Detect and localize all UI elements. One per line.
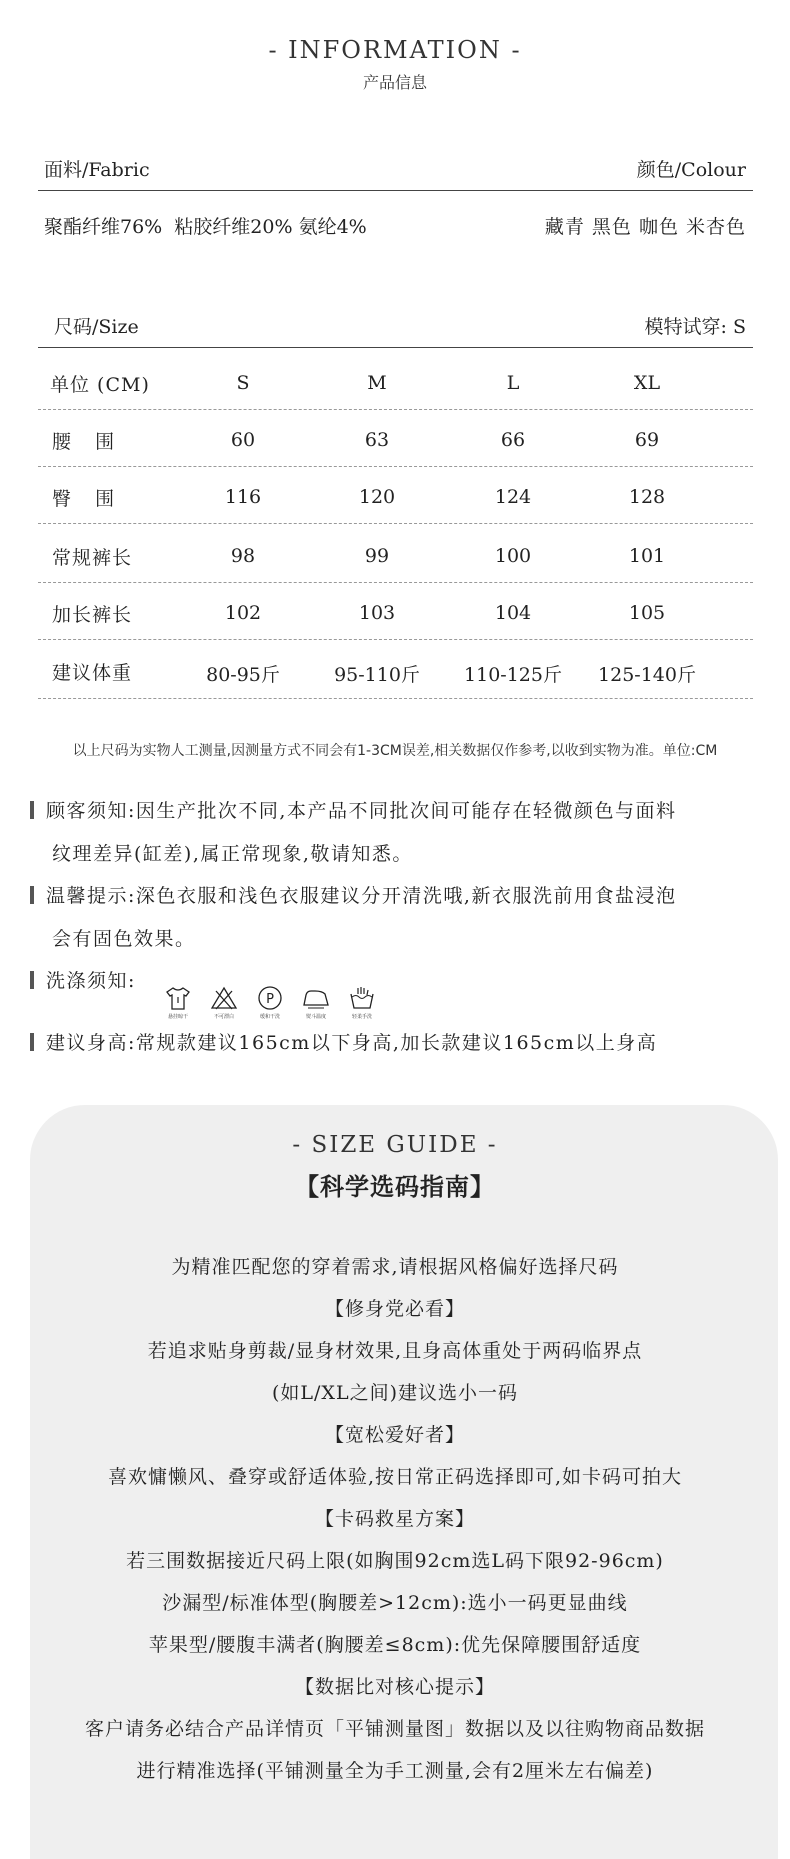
- table-cell: 103: [358, 602, 396, 624]
- customer-notice-line2: 纹理差异(缸差),属正常现象,敬请知悉。: [52, 843, 413, 865]
- wash-icons: [162, 985, 378, 1020]
- wash-caption: 缓和干洗: [259, 1014, 280, 1020]
- no-bleach-icon: [208, 985, 240, 1020]
- table-cell: 125-140斤: [598, 664, 696, 686]
- table-cell: 80-95斤: [206, 664, 280, 686]
- hand-wash-icon: [346, 985, 378, 1020]
- guide-line: 若追求贴身剪裁/显身材效果,且身高体重处于两码临界点: [147, 1340, 643, 1362]
- wash-caption: 不可漂白: [213, 1014, 234, 1020]
- size-guide-title: - SIZE GUIDE -: [292, 1132, 498, 1158]
- model-fit: 模特试穿: S: [644, 316, 746, 338]
- table-cell: 124: [494, 486, 532, 508]
- measurement-note: 以上尺码为实物人工测量,因测量方式不同会有1-3CM误差,相关数据仅作参考,以收到实物为准。单位:CM: [72, 743, 718, 759]
- customer-notice: [30, 790, 780, 876]
- table-header-l: L: [506, 372, 520, 394]
- height-notice-text: 建议身高:常规款建议165cm以下身高,加长款建议165cm以上身高: [46, 1032, 658, 1054]
- row-label-weight: 建议体重: [52, 662, 133, 684]
- table-cell: 66: [500, 429, 526, 451]
- row-label-hip: 臀 围: [52, 488, 119, 510]
- guide-subheading: 【宽松爱好者】: [324, 1424, 465, 1446]
- table-divider: [38, 409, 753, 410]
- table-header-xl: XL: [633, 372, 661, 394]
- table-cell: 98: [230, 545, 256, 567]
- table-cell: 100: [494, 545, 532, 567]
- wash-caption: 熨斗温度: [305, 1014, 326, 1020]
- table-divider: [38, 523, 753, 524]
- table-header-m: M: [367, 372, 387, 394]
- customer-notice-line1: 顾客须知:因生产批次不同,本产品不同批次间可能存在轻微颜色与面料: [46, 800, 677, 822]
- table-cell: 60: [230, 429, 256, 451]
- wash-notice: [30, 960, 780, 1003]
- size-label: 尺码/Size: [54, 316, 139, 338]
- low-iron-icon: [300, 985, 332, 1020]
- table-cell: 101: [628, 545, 666, 567]
- tip-notice-line2: 会有固色效果。: [52, 928, 196, 950]
- fabric-value: 聚酯纤维76% 粘胶纤维20% 氨纶4%: [44, 216, 367, 238]
- table-cell: 102: [224, 602, 262, 624]
- table-cell: 120: [358, 486, 396, 508]
- table-cell: 99: [364, 545, 390, 567]
- shirt-hang-dry-icon: [162, 985, 194, 1020]
- notice-bar: [30, 971, 34, 989]
- table-divider: [38, 582, 753, 583]
- table-cell: 69: [634, 429, 660, 451]
- guide-line: 喜欢慵懒风、叠穿或舒适体验,按日常正码选择即可,如卡码可拍大: [107, 1466, 683, 1488]
- notice-bar: [30, 801, 34, 819]
- table-cell: 105: [628, 602, 666, 624]
- fabric-label: 面料/Fabric: [44, 159, 150, 181]
- table-cell: 63: [364, 429, 390, 451]
- guide-line: 若三围数据接近尺码上限(如胸围92cm选L码下限92-96cm): [126, 1550, 664, 1572]
- colour-label: 颜色/Colour: [636, 159, 746, 181]
- guide-subheading: 【修身党必看】: [324, 1298, 465, 1320]
- guide-line: 为精准匹配您的穿着需求,请根据风格偏好选择尺码: [171, 1256, 619, 1278]
- table-cell: 116: [224, 486, 262, 508]
- table-header-s: S: [236, 372, 250, 394]
- wash-caption: 轻柔手洗: [351, 1014, 372, 1020]
- row-label-waist: 腰 围: [52, 431, 119, 453]
- table-divider: [38, 466, 753, 467]
- tip-notice: [30, 875, 780, 961]
- guide-line: 沙漏型/标准体型(胸腰差>12cm):选小一码更显曲线: [162, 1592, 628, 1614]
- dry-clean-p-icon: [254, 985, 286, 1020]
- size-guide-heading: 【科学选码指南】: [295, 1173, 495, 1201]
- guide-subheading: 【卡码救星方案】: [314, 1508, 475, 1530]
- guide-line: 苹果型/腰腹丰满者(胸腰差≤8cm):优先保障腰围舒适度: [148, 1634, 642, 1656]
- table-cell: 95-110斤: [334, 664, 420, 686]
- height-notice: [30, 1022, 780, 1065]
- guide-line: 客户请务必结合产品详情页「平铺测量图」数据以及以往购物商品数据: [84, 1718, 705, 1740]
- row-label-long-length: 加长裤长: [52, 604, 133, 626]
- row-label-regular-length: 常规裤长: [52, 547, 133, 569]
- information-title: - INFORMATION -: [268, 36, 522, 64]
- table-divider: [38, 639, 753, 640]
- information-subtitle: 产品信息: [362, 73, 427, 92]
- tip-notice-line1: 温馨提示:深色衣服和浅色衣服建议分开清洗哦,新衣服洗前用食盐浸泡: [46, 885, 677, 907]
- notice-bar: [30, 886, 34, 904]
- guide-subheading: 【数据比对核心提示】: [294, 1676, 495, 1698]
- colour-value: 藏青 黑色 咖色 米杏色: [544, 216, 746, 238]
- wash-caption: 悬挂晾干: [167, 1014, 188, 1020]
- table-cell: 110-125斤: [464, 664, 562, 686]
- guide-line: 进行精准选择(平铺测量全为手工测量,会有2厘米左右偏差): [136, 1760, 654, 1782]
- table-divider: [38, 698, 753, 699]
- table-cell: 128: [628, 486, 666, 508]
- guide-line: (如L/XL之间)建议选小一码: [272, 1382, 518, 1404]
- size-table: [0, 0, 790, 720]
- svg-text:P: P: [266, 992, 274, 1007]
- wash-label: 洗涤须知:: [46, 970, 136, 992]
- table-cell: 104: [494, 602, 532, 624]
- notice-bar: [30, 1033, 34, 1051]
- table-header-unit: 单位 (CM): [50, 374, 150, 396]
